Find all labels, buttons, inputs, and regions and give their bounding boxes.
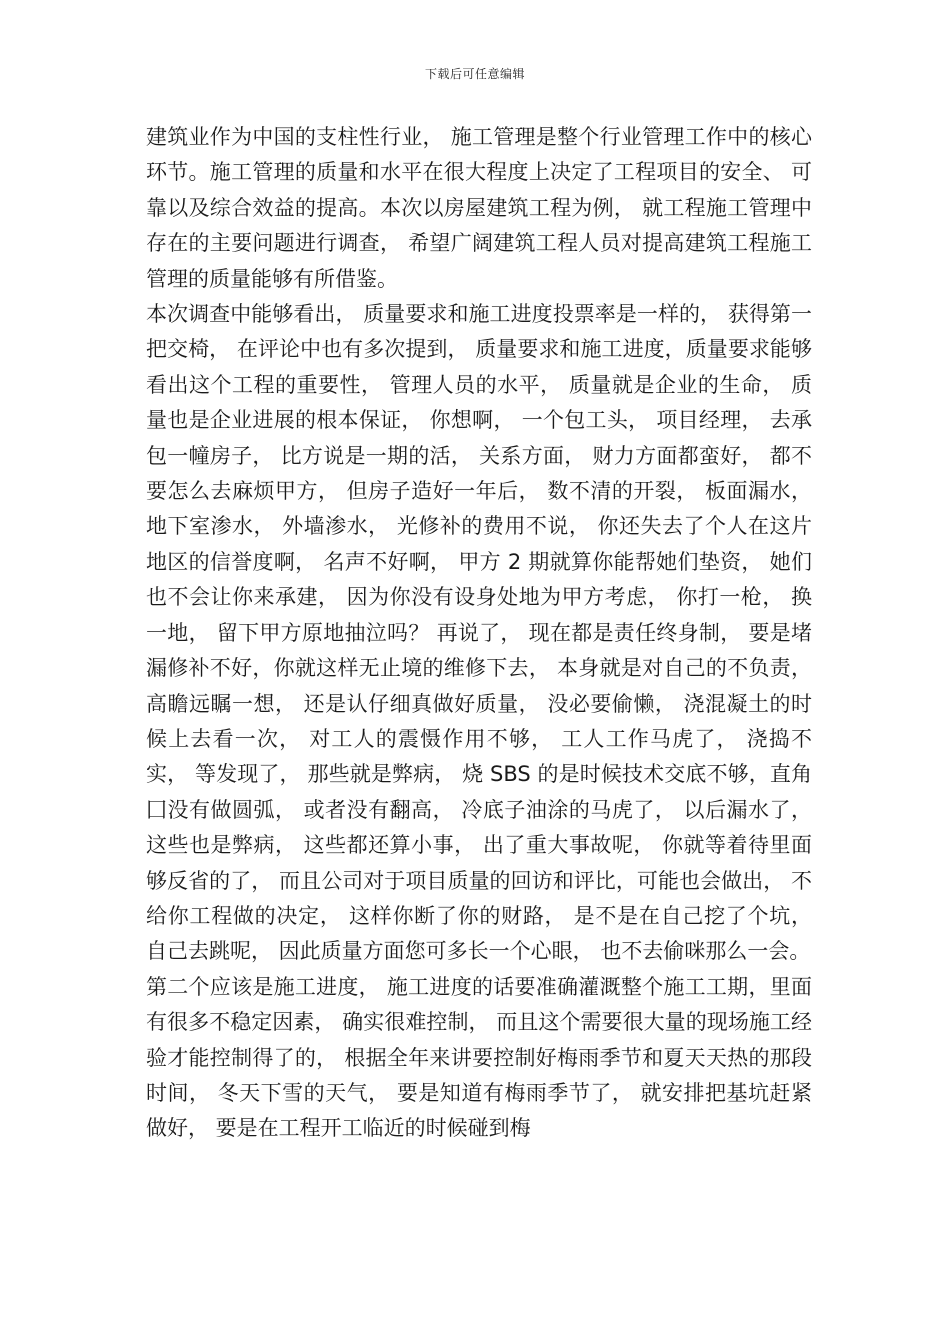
page-header-note: 下载后可任意编辑 [424,67,525,81]
document-body [146,120,812,1147]
paragraph-quality: 本次调查中能够看出， 质量要求和施工进度投票率是一样的， 获得第一把交椅， 在评论中也有多次提到， 质量要求和施工进度，质量要求能够看出这个工程的重要性， 管理人员的水平， 质量就是企业的生命， 质量也是企业进展的根本保证， 你想啊， 一个包工头， 项目经理， 去承包一幢房子， 比方说是一期的活， 关系方面， 财力方面都蛮好， 都不要怎么去麻烦甲方， 但房子造好一年后， 数不清的开裂， 板面漏水， 地下室渗水， 外墙渗水， 光修补的费用不说， 你还失去了个人在这片地区的信誉度啊， 名声不好啊， 甲方 2 期就算你能帮她们垫资， 她们也不会让你来承建， 因为你没有设身处地为甲方考虑， 你打一枪， 换一地， 留下甲方原地抽泣吗？ 再说了， 现在都是责任终身制， 要是堵漏修补不好，你就这样无止境的维修下去， 本身就是对自己的不负责， 高瞻远瞩一想， 还是认仔细真做好质量， 没必要偷懒， 浇混凝土的时候上去看一次， 对工人的震慑作用不够， 工人工作马虎了， 浇捣不实， 等发现了， 那些就是弊病， 烧 SBS 的是时候技术交底不够，直角囗没有做圆弧， 或者没有翻高， 冷底子油涂的马虎了， 以后漏水了， 这些也是弊病， 这些都还算小事， 出了重大事故呢， 你就等着待里面够反省的了， 而且公司对于项目质量的回访和评比，可能也会做出， 不给你工程做的决定， 这样你断了你的财路， 是不是在自己挖了个坑， 自己去跳呢， 因此质量方面您可多长一个心眼， 也不去偷咪那么一会。 [146,302,812,964]
paragraph-intro: 建筑业作为中国的支柱性行业， 施工管理是整个行业管理工作中的核心环节。施工管理的质量和水平在很大程度上决定了工程项目的安全、 可靠以及综合效益的提高。本次以房屋建筑工程为例， 就工程施工管理中存在的主要问题进行调查， 希望广阔建筑工程人员对提高建筑工程施工管理的质量能够有所借鉴。 [146,125,812,291]
paragraph-schedule: 第二个应该是施工进度， 施工进度的话要准确灌溉整个施工工期，里面有很多不稳定因素， 确实很难控制， 而且这个需要很大量的现场施工经验才能控制得了的， 根据全年来讲要控制好梅雨季节和夏天天热的那段 时间， 冬天下雪的天气， 要是知道有梅雨季节了， 就安排把基坑赶紧做好， 要是在工程开工临近的时候碰到梅 [146,974,812,1141]
